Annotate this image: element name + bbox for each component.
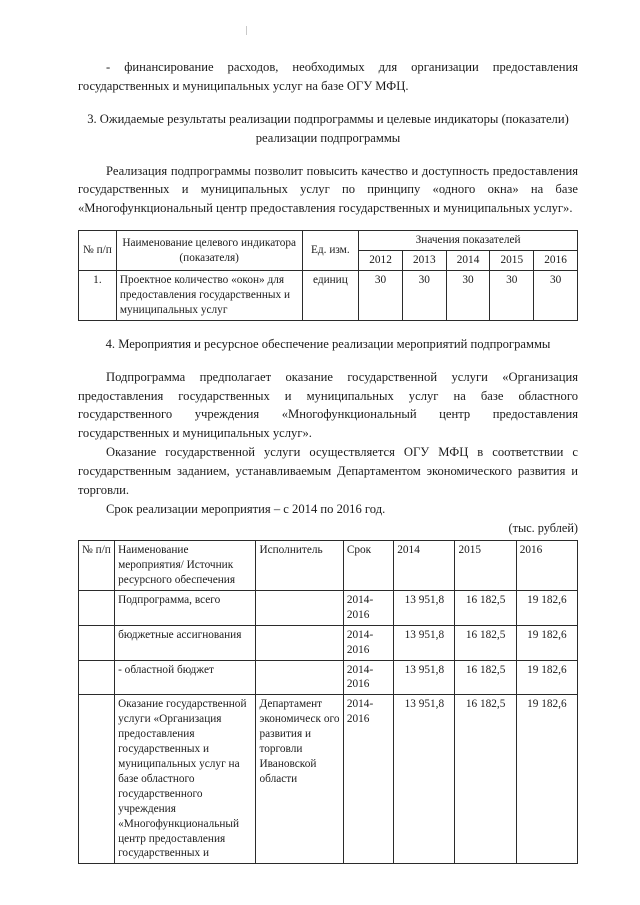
cell-row-number [79, 695, 115, 864]
header-year-2016: 2016 [534, 251, 578, 271]
paragraph-subprogram-service: Подпрограмма предполагает оказание государственной услуги «Организация предоставления государственных и муниципальных услуг на базе областного государственного учреждения «Многофункциональный центр предоставления государственных и муниципальных услуг». [78, 369, 578, 441]
cell-measure-name: Подпрограмма, всего [115, 590, 256, 625]
cell-amount-2014: 13 951,8 [394, 625, 455, 660]
table-row [79, 271, 578, 321]
cell-amount-2015: 16 182,5 [455, 590, 516, 625]
table-row [79, 590, 578, 625]
cell-value-2013: 30 [402, 271, 446, 321]
cell-value-2012: 30 [359, 271, 403, 321]
cell-term: 2014-2016 [343, 625, 393, 660]
cell-row-number [79, 660, 115, 695]
header-year-2014: 2014 [394, 541, 455, 591]
cell-row-number [79, 590, 115, 625]
cell-performer [256, 590, 343, 625]
cell-amount-2014: 13 951,8 [394, 695, 455, 864]
table-row [79, 625, 578, 660]
cell-measure-name: Оказание государственной услуги «Организация предоставления государственных и муниципальных услуг на базе областного государственного учреждения «Многофункциональный центр предоставления государственных и [115, 695, 256, 864]
header-year-2016: 2016 [516, 541, 577, 591]
table-measures-resources [78, 540, 578, 864]
cell-term: 2014-2016 [343, 695, 393, 864]
cell-amount-2016: 19 182,6 [516, 695, 577, 864]
cell-amount-2015: 16 182,5 [455, 695, 516, 864]
table-row [79, 660, 578, 695]
table-row-header-top [79, 231, 578, 251]
cell-measure-name: - областной бюджет [115, 660, 256, 695]
paragraph-service-provision: Оказание государственной услуги осуществляется ОГУ МФЦ в соответствии с государственным заданием, устанавливаемым Департаментом экономического развития и торговли. [78, 445, 578, 497]
cell-amount-2015: 16 182,5 [455, 660, 516, 695]
header-year-2015: 2015 [455, 541, 516, 591]
cell-row-number: 1. [79, 271, 117, 321]
cell-amount-2016: 19 182,6 [516, 660, 577, 695]
header-unit: Ед. изм. [302, 231, 359, 271]
header-year-2012: 2012 [359, 251, 403, 271]
table-row [79, 695, 578, 864]
table-row-header [79, 541, 578, 591]
cell-value-2016: 30 [534, 271, 578, 321]
cell-performer: Департамент экономическ ого развития и торговли Ивановской области [256, 695, 343, 864]
paragraph-financing: - финансирование расходов, необходимых для организации предоставления государственных и муниципальных услуг на базе ОГУ МФЦ. [78, 60, 578, 93]
header-number: № п/п [79, 541, 115, 591]
cell-amount-2016: 19 182,6 [516, 625, 577, 660]
header-number: № п/п [79, 231, 117, 271]
cell-term: 2014-2016 [343, 660, 393, 695]
cell-amount-2015: 16 182,5 [455, 625, 516, 660]
header-performer: Исполнитель [256, 541, 343, 591]
paragraph-implementation-results: Реализация подпрограммы позволит повысить качество и доступность предоставления государственных и муниципальных услуг по принципу «одного окна» на базе «Многофункциональный центр предоставления государственных и муниципальных услуг». [78, 163, 578, 216]
cell-amount-2014: 13 951,8 [394, 590, 455, 625]
header-term: Срок [343, 541, 393, 591]
cell-unit: единиц [302, 271, 359, 321]
header-indicator-name: Наименование целевого индикатора (показателя) [116, 231, 302, 271]
section-heading-3: 3. Ожидаемые результаты реализации подпрограммы и целевые индикаторы (показатели) реализации подпрограммы [87, 111, 569, 145]
header-year-2015: 2015 [490, 251, 534, 271]
header-year-2013: 2013 [402, 251, 446, 271]
cell-performer [256, 660, 343, 695]
cell-amount-2014: 13 951,8 [394, 660, 455, 695]
cell-indicator-name: Проектное количество «окон» для предоставления государственных и муниципальных услуг [116, 271, 302, 321]
cell-measure-name: бюджетные ассигнования [115, 625, 256, 660]
paragraph-term: Срок реализации мероприятия – с 2014 по 2016 год. [106, 501, 386, 516]
cell-amount-2016: 19 182,6 [516, 590, 577, 625]
table-target-indicators [78, 230, 578, 321]
header-values-group: Значения показателей [359, 231, 578, 251]
cell-row-number [79, 625, 115, 660]
cell-value-2015: 30 [490, 271, 534, 321]
header-year-2014: 2014 [446, 251, 490, 271]
header-measure-name: Наименование мероприятия/ Источник ресурсного обеспечения [115, 541, 256, 591]
page-top-tick-mark [246, 26, 247, 35]
cell-performer [256, 625, 343, 660]
units-note: (тыс. рублей) [508, 520, 578, 535]
cell-value-2014: 30 [446, 271, 490, 321]
section-heading-4: 4. Мероприятия и ресурсное обеспечение реализации мероприятий подпрограммы [105, 336, 551, 351]
cell-term: 2014-2016 [343, 590, 393, 625]
